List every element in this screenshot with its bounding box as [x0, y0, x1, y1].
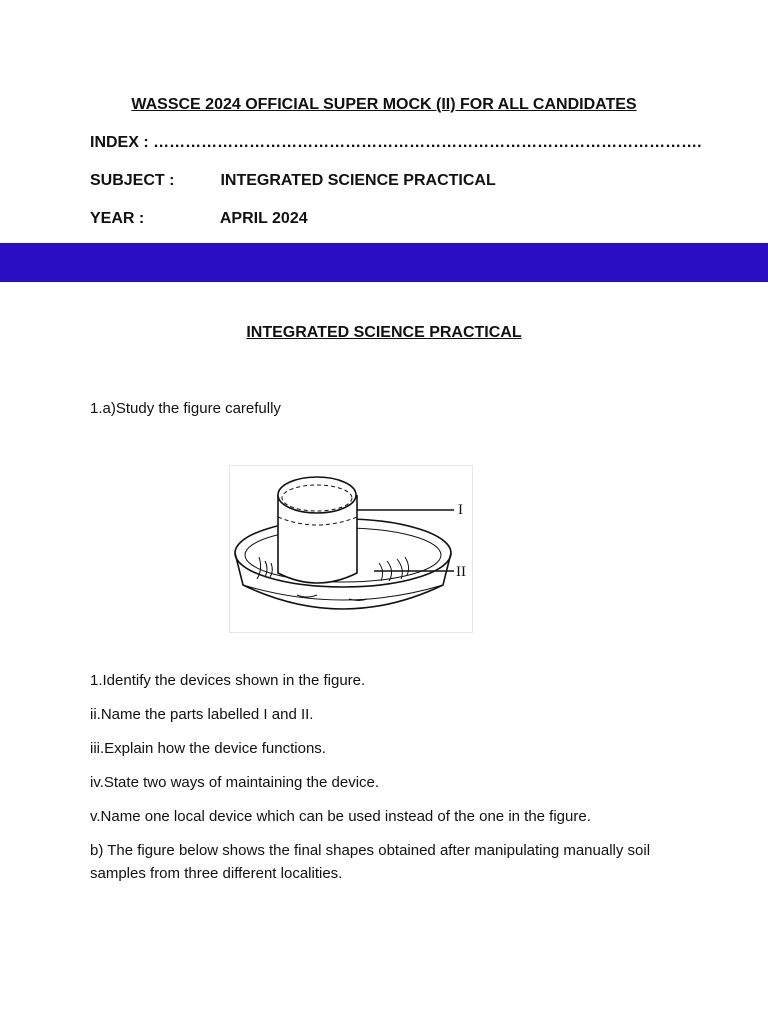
evaporating-device-illustration	[229, 465, 473, 633]
section-title: INTEGRATED SCIENCE PRACTICAL	[246, 324, 522, 341]
subject-value: INTEGRATED SCIENCE PRACTICAL	[220, 172, 496, 189]
question-intro: 1.a)Study the figure carefully	[90, 400, 281, 417]
device-figure	[229, 465, 473, 633]
index-value: ………………………………………………………………………………………….	[153, 134, 702, 151]
year-label: YEAR :	[90, 210, 145, 227]
question-item-1: 1.Identify the devices shown in the figure.	[90, 672, 366, 689]
year-field	[90, 210, 308, 228]
index-label: INDEX :	[90, 134, 149, 151]
document-title: WASSCE 2024 OFFICIAL SUPER MOCK (II) FOR ALL CANDIDATES	[131, 96, 637, 113]
porous-pot-drawing	[278, 477, 357, 583]
index-field	[90, 134, 702, 152]
figure-label-II: II	[456, 564, 466, 580]
question-item-2: ii.Name the parts labelled I and II.	[90, 706, 314, 723]
figure-label-I: I	[458, 502, 463, 518]
question-part-b: b) The figure below shows the final shapes obtained after manipulating manually soil samples from three different localities.	[90, 842, 651, 882]
subject-label: SUBJECT :	[90, 172, 175, 189]
question-item-4: iv.State two ways of maintaining the device.	[90, 774, 380, 791]
question-item-3: iii.Explain how the device functions.	[90, 740, 326, 757]
subject-field	[90, 172, 496, 190]
header-color-band	[0, 243, 768, 282]
question-item-5: v.Name one local device which can be used instead of the one in the figure.	[90, 808, 591, 825]
year-value: APRIL 2024	[219, 210, 308, 227]
